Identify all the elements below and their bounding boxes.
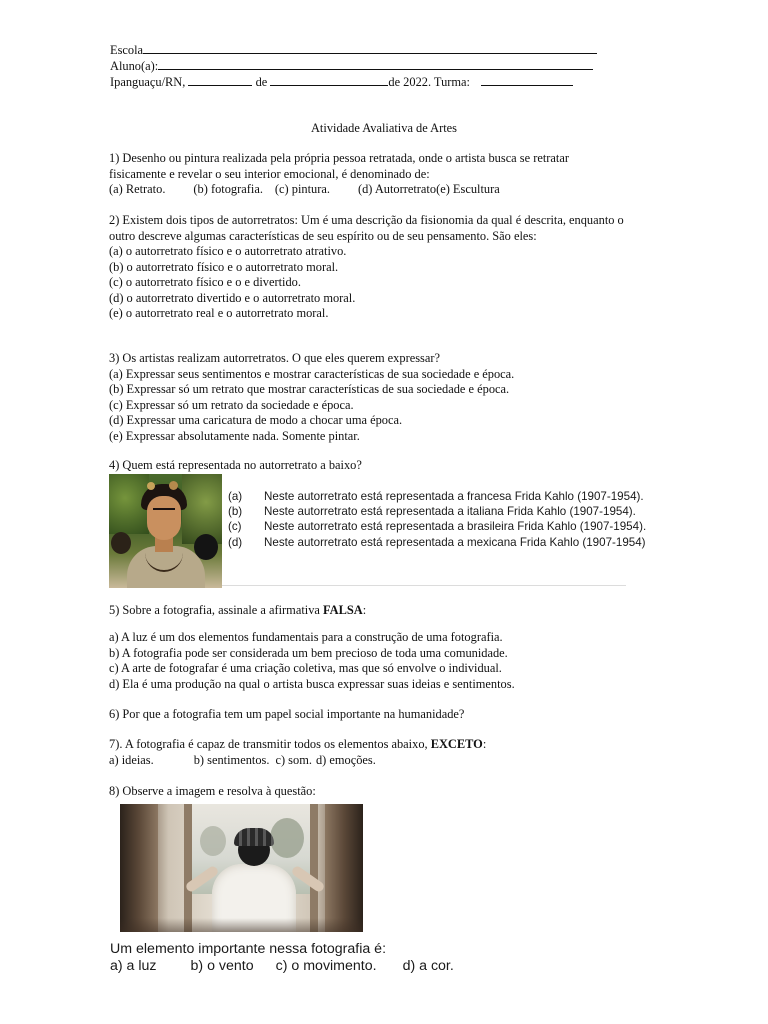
- q5-option[interactable]: a) A luz é um dos elementos fundamentais para a construção de uma fotografia.: [109, 630, 503, 644]
- q1-option-c[interactable]: (c) pintura.: [274, 182, 330, 196]
- question-8: [109, 784, 669, 800]
- q4-option-text: Neste autorretrato está representada a mexicana Frida Kahlo (1907-1954): [264, 535, 646, 549]
- q8-option-b[interactable]: b) o vento: [190, 958, 254, 974]
- month-blank[interactable]: [270, 74, 388, 86]
- q8-question-block: [110, 941, 454, 975]
- q8-stem: 8) Observe a imagem e resolva à questão:: [109, 784, 316, 798]
- question-2: [109, 213, 641, 322]
- question-4: [109, 458, 669, 474]
- q5-options: [109, 630, 669, 692]
- q4-option-label: (c): [228, 520, 242, 534]
- q4-option[interactable]: [228, 504, 646, 519]
- q3-option[interactable]: (a) Expressar seus sentimentos e mostrar características de sua sociedade e época.: [109, 366, 515, 381]
- q1-option-e[interactable]: (e) Escultura: [436, 182, 500, 196]
- school-blank[interactable]: [143, 42, 597, 54]
- q3-option[interactable]: (c) Expressar só um retrato da sociedade e época.: [109, 397, 354, 412]
- q1-option-b[interactable]: (b) fotografia.: [193, 182, 263, 196]
- q5-option[interactable]: d) Ela é uma produção na qual o artista busca expressar suas ideias e sentimentos.: [109, 676, 515, 691]
- q2-option[interactable]: (a) o autorretrato físico e o autorretrato atrativo.: [109, 244, 347, 258]
- q2-option[interactable]: (d) o autorretrato divertido e o autorretrato moral.: [109, 290, 356, 305]
- student-blank[interactable]: [158, 58, 593, 70]
- q1-option-d[interactable]: (d) Autorretrato: [357, 182, 437, 196]
- q5-stem-colon: :: [362, 603, 367, 617]
- day-blank[interactable]: [188, 74, 252, 86]
- q8-option-c[interactable]: c) o movimento.: [275, 958, 377, 974]
- q7-stem-emphasis: EXCETO: [430, 737, 483, 751]
- q7-option-c[interactable]: c) som.: [275, 752, 312, 767]
- q2-option[interactable]: (b) o autorretrato físico e o autorretrato moral.: [109, 259, 339, 274]
- q3-stem: 3) Os artistas realizam autorretratos. O que eles querem expressar?: [109, 351, 440, 365]
- q7-option-a[interactable]: a) ideias.: [109, 752, 154, 767]
- divider: [222, 585, 626, 586]
- q8-options: [110, 958, 454, 975]
- class-blank[interactable]: [481, 74, 573, 86]
- question-5: [109, 603, 669, 619]
- student-label: Aluno(a):: [110, 59, 159, 73]
- de-label: de: [255, 75, 268, 89]
- q8-question: Um elemento importante nessa fotografia é:: [110, 941, 387, 957]
- q1-option-a[interactable]: (a) Retrato.: [109, 182, 166, 196]
- q4-option-label: (d): [228, 535, 243, 549]
- q8-option-d[interactable]: d) a cor.: [402, 958, 454, 974]
- q4-option[interactable]: [228, 535, 646, 550]
- q5-option[interactable]: c) A arte de fotografar é uma criação coletiva, mas que só envolve o individual.: [109, 661, 502, 675]
- q5-stem: [109, 603, 669, 619]
- q3-option[interactable]: (e) Expressar absolutamente nada. Somente pintar.: [109, 428, 360, 443]
- q8-option-a[interactable]: a) a luz: [110, 958, 157, 974]
- q7-stem-text: 7). A fotografia é capaz de transmitir todos os elementos abaixo,: [109, 737, 431, 751]
- q4-option-label: (a): [228, 490, 243, 503]
- year-class-label: de 2022. Turma:: [388, 75, 470, 89]
- school-line: [110, 42, 597, 59]
- q2-stem: 2) Existem dois tipos de autorretratos: Um é uma descrição da fisionomia da qual é descrita, enquanto o outro descreve algumas características de seu espírito ou de seu pensamento. São eles:: [109, 213, 624, 243]
- student-line: [110, 58, 593, 75]
- q7-option-d[interactable]: d) emoções.: [315, 752, 376, 767]
- question-1: [109, 151, 669, 198]
- question-7: [109, 737, 669, 768]
- q7-options: [109, 753, 669, 769]
- q7-stem-colon: :: [482, 737, 487, 751]
- q7-stem: [109, 737, 669, 753]
- q2-option[interactable]: (e) o autorretrato real e o autorretrato moral.: [109, 306, 329, 320]
- q3-option[interactable]: (d) Expressar uma caricatura de modo a chocar uma época.: [109, 413, 403, 427]
- q4-option-label: (b): [228, 505, 243, 519]
- question-3: [109, 351, 669, 444]
- city-label: Ipanguaçu/RN,: [110, 75, 186, 89]
- frida-kahlo-self-portrait-image: [109, 474, 222, 588]
- q1-line2: fisicamente e revelar o seu interior emocional, é denominado de:: [109, 166, 430, 181]
- q4-option[interactable]: [228, 489, 646, 504]
- q4-stem: 4) Quem está representada no autorretrato a baixo?: [109, 458, 362, 472]
- page-title: Atividade Avaliativa de Artes: [310, 121, 457, 135]
- q1-line1: 1) Desenho ou pintura realizada pela própria pessoa retratada, onde o artista busca se retratar: [109, 151, 569, 165]
- q7-option-b[interactable]: b) sentimentos.: [193, 752, 270, 767]
- q1-options: [109, 182, 669, 198]
- q5-stem-emphasis: FALSA: [323, 603, 363, 617]
- q4-options: [228, 489, 646, 550]
- woman-at-window-photo: [120, 804, 363, 932]
- q4-option-text: Neste autorretrato está representada a italiana Frida Kahlo (1907-1954).: [264, 505, 636, 519]
- q3-option[interactable]: (b) Expressar só um retrato que mostrar características de sua sociedade e época.: [109, 382, 510, 396]
- q4-option[interactable]: [228, 519, 646, 534]
- question-6: [109, 707, 669, 723]
- q6-stem: 6) Por que a fotografia tem um papel social importante na humanidade?: [109, 707, 465, 721]
- q2-option[interactable]: (c) o autorretrato físico e o e divertido.: [109, 275, 301, 289]
- q5-option[interactable]: b) A fotografia pode ser considerada um bem precioso de toda uma comunidade.: [109, 645, 508, 660]
- school-label: Escola: [110, 43, 144, 57]
- date-line: [110, 74, 573, 91]
- q5-stem-text: 5) Sobre a fotografia, assinale a afirmativa: [109, 603, 323, 617]
- q4-option-text: Neste autorretrato está representada a brasileira Frida Kahlo (1907-1954).: [264, 520, 647, 534]
- q4-option-text: Neste autorretrato está representada a francesa Frida Kahlo (1907-1954).: [264, 490, 644, 503]
